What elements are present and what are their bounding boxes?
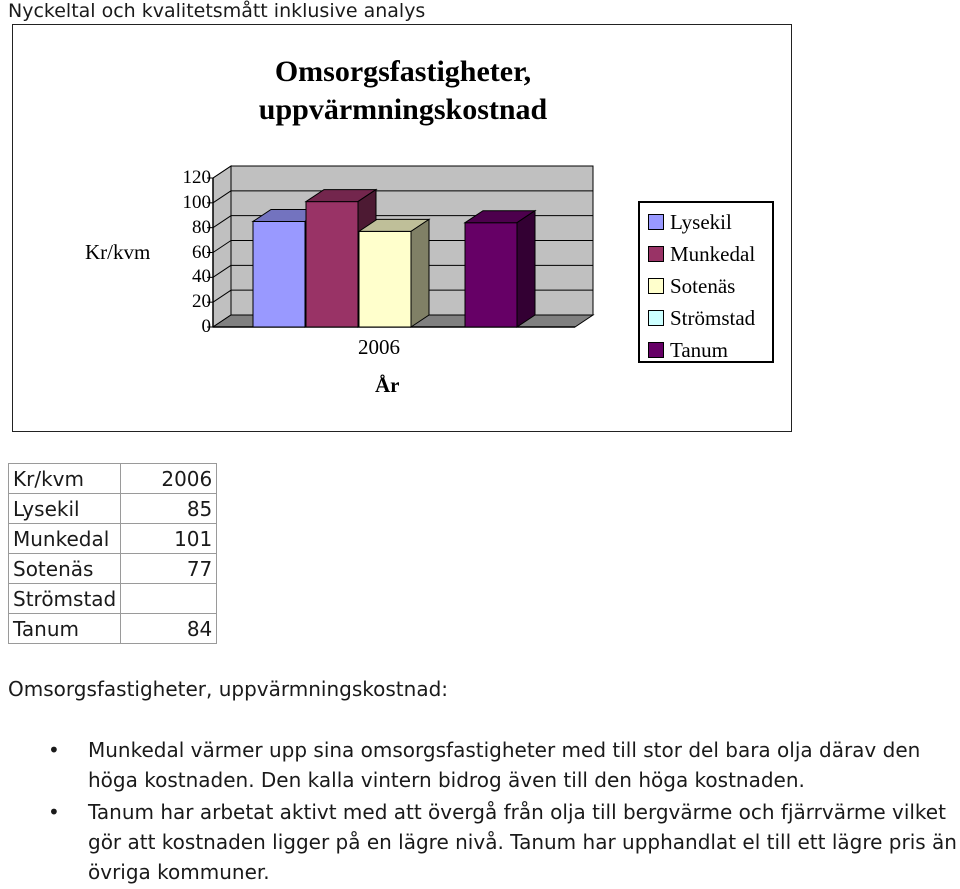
legend-swatch xyxy=(648,214,664,230)
legend-label: Lysekil xyxy=(670,209,732,234)
legend-swatch xyxy=(648,342,664,358)
table-header-cell: 2006 xyxy=(121,464,217,494)
legend-label: Sotenäs xyxy=(670,273,736,298)
table-cell-name: Munkedal xyxy=(9,524,121,554)
table-cell-value: 85 xyxy=(121,494,217,524)
bullet-list xyxy=(48,735,960,889)
legend-item xyxy=(648,211,732,233)
section-heading: Omsorgsfastigheter, uppvärmningskostnad: xyxy=(8,677,449,701)
table-cell-value xyxy=(121,584,217,614)
legend-label: Tanum xyxy=(670,337,729,362)
bar-munkedal xyxy=(306,202,358,327)
legend-item xyxy=(648,307,755,329)
chart-title-line-2: uppvärmningskostnad xyxy=(258,93,548,126)
bullet-text: Munkedal värmer upp sina omsorgsfastigheter med till stor del bara olja därav den höga kostnaden. Den kalla vintern bidrog även till den höga kostnaden. xyxy=(88,738,921,792)
y-tick-label: 100 xyxy=(182,191,211,213)
bullet-item xyxy=(48,797,960,887)
bar-side-face xyxy=(411,219,429,327)
table-cell-name: Strömstad xyxy=(9,584,121,614)
bullet-text: Tanum har arbetat aktivt med att övergå från olja till bergvärme och fjärrvärme vilket gör att kostnaden ligger på en lägre nivå. Tanum har upphandlat el till ett lägre pris än övriga kommuner. xyxy=(88,800,957,884)
y-tick-label: 120 xyxy=(182,167,211,188)
chart-legend xyxy=(638,201,774,363)
legend-item xyxy=(648,339,728,361)
table-header-row xyxy=(9,464,217,494)
y-tick-label: 0 xyxy=(201,316,211,337)
legend-label: Munkedal xyxy=(670,241,756,266)
table-row xyxy=(9,614,217,644)
legend-item xyxy=(648,243,755,265)
data-table xyxy=(8,463,217,644)
bullet-dot-icon: • xyxy=(48,800,60,824)
table-cell-name: Sotenäs xyxy=(9,554,121,584)
bar-lysekil xyxy=(253,221,305,327)
table-cell-value: 101 xyxy=(121,524,217,554)
y-tick-label: 40 xyxy=(192,266,211,288)
table-cell-value: 84 xyxy=(121,614,217,644)
legend-item xyxy=(648,275,735,297)
bar-side-face xyxy=(517,211,535,327)
table-cell-name: Lysekil xyxy=(9,494,121,524)
legend-swatch xyxy=(648,310,664,326)
legend-swatch xyxy=(648,278,664,294)
document-header: Nyckeltal och kvalitetsmått inklusive analys xyxy=(8,0,426,22)
table-row xyxy=(9,554,217,584)
table-row xyxy=(9,494,217,524)
legend-swatch xyxy=(648,246,664,262)
legend-label: Strömstad xyxy=(670,305,756,330)
table-header-cell: Kr/kvm xyxy=(9,464,121,494)
y-tick-label: 20 xyxy=(192,291,211,313)
y-axis-label: Kr/kvm xyxy=(85,240,151,264)
y-tick-label: 60 xyxy=(192,241,211,263)
x-tick-label: 2006 xyxy=(358,335,400,359)
y-tick-label: 80 xyxy=(192,216,211,238)
bar-tanum xyxy=(465,223,517,327)
bullet-item xyxy=(48,735,960,795)
chart-area xyxy=(12,24,792,432)
chart-title-line-1: Omsorgsfastigheter, xyxy=(274,55,532,88)
table-cell-value: 77 xyxy=(121,554,217,584)
x-axis-label: År xyxy=(375,373,400,397)
table-row xyxy=(9,584,217,614)
bar-sotenäs xyxy=(359,231,411,327)
table-cell-name: Tanum xyxy=(9,614,121,644)
table-row xyxy=(9,524,217,554)
bullet-dot-icon: • xyxy=(48,738,60,762)
